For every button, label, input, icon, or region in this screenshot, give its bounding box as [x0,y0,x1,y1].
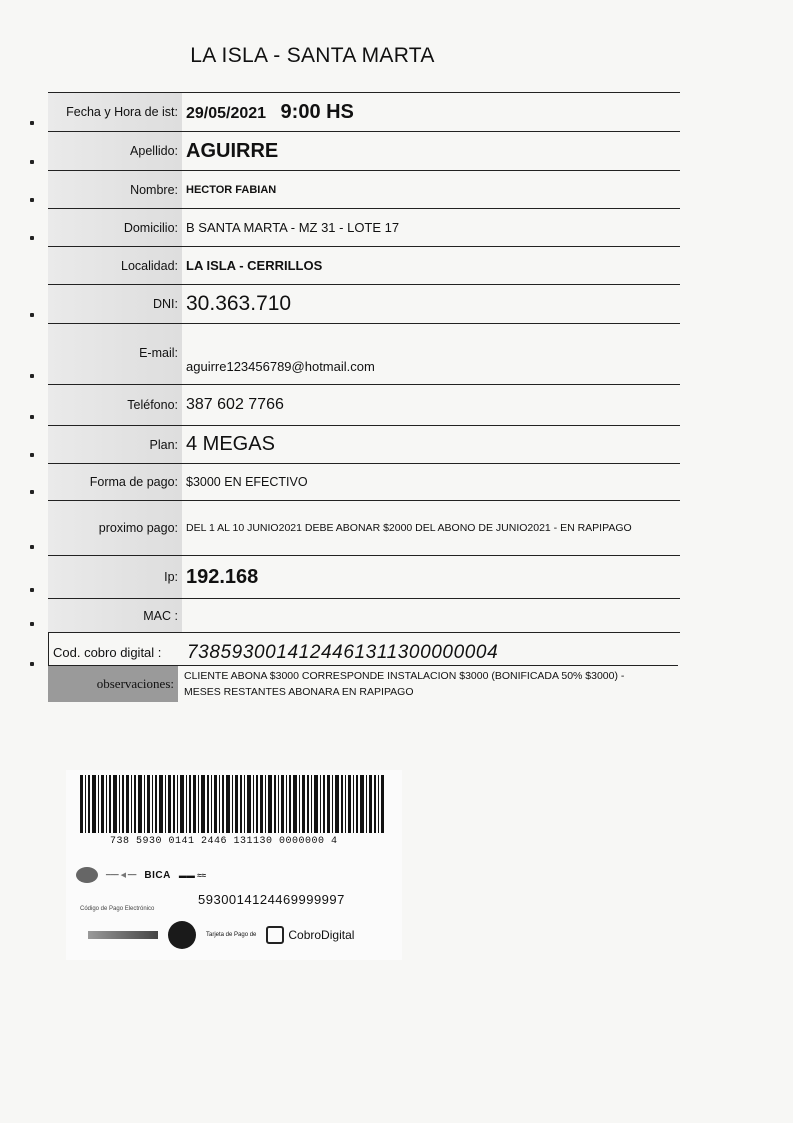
email-value: aguirre123456789@hotmail.com [186,359,375,374]
telefono-label: Teléfono: [48,385,182,425]
email-label: E-mail: [48,324,182,384]
row-apellido [48,131,680,170]
barcode-number: 738 5930 0141 2446 131130 0000000 4 [110,836,338,847]
card-logos-row [88,920,398,950]
bullet [30,313,34,317]
cobrodigital-text: CobroDigital [288,928,355,942]
mac-label: MAC : [48,599,182,632]
localidad-value: LA ISLA - CERRILLOS [186,258,323,273]
bullet [30,622,34,626]
observaciones-line-2: MESES RESTANTES ABONARA EN RAPIPAGO [184,686,414,698]
apellido-label: Apellido: [48,132,182,170]
row-telefono [48,384,680,425]
codigo-pago-value: 5930014124469999997 [198,892,345,907]
row-plan [48,425,680,463]
bullet [30,236,34,240]
brand-circle-logo [168,921,196,949]
pago-recargas-logo: ▬▬ ≈≈ [178,870,206,880]
bullet [30,662,34,666]
pagofacil-logo [76,867,98,883]
ip-label: Ip: [48,556,182,598]
forma-pago-value: $3000 EN EFECTIVO [186,475,308,489]
domicilio-label: Domicilio: [48,209,182,246]
row-fecha [48,92,680,131]
page-title: LA ISLA - SANTA MARTA [190,44,435,67]
row-mac [48,598,680,632]
telefono-value: 387 602 7766 [186,396,284,413]
bullet [30,160,34,164]
tarjeta-label: Tarjeta de Pago de [206,932,257,938]
cobro-digital-label: Cod. cobro digital : [48,633,183,672]
bullet [30,415,34,419]
plan-value: 4 MEGAS [186,433,275,455]
fecha-value [182,101,354,124]
fecha-label: Fecha y Hora de ist: [48,93,182,131]
time-value: 9:00 HS [280,100,354,123]
date-value: 29/05/2021 [186,104,267,122]
observaciones-label: observaciones: [48,666,178,702]
bullet [30,588,34,592]
row-forma-pago [48,463,680,500]
logo-strip: ━━━ ◀ ━━ [106,872,137,879]
row-dni [48,284,680,323]
bullet [30,453,34,457]
row-localidad [48,246,680,284]
nombre-value: HECTOR FABIAN [186,183,277,196]
bullet [30,490,34,494]
payment-logos-row [76,864,396,886]
client-form [30,92,680,672]
cobrodigital-icon [266,926,284,944]
proximo-pago-value: DEL 1 AL 10 JUNIO2021 DEBE ABONAR $2000 DEL ABONO DE JUNIO2021 - EN RAPIPAGO [186,522,632,534]
dni-label: DNI: [48,285,182,323]
payment-slip [66,770,402,960]
bullet [30,121,34,125]
domicilio-value: B SANTA MARTA - MZ 31 - LOTE 17 [186,220,400,235]
cobro-digital-value: 7385930014124461311300000004 [187,641,499,663]
ip-value: 192.168 [186,565,259,588]
cobrodigital-logo [266,926,354,944]
observaciones-block [48,666,688,702]
bica-logo: BICA [144,869,171,881]
row-email [48,323,680,384]
observaciones-line-1: CLIENTE ABONA $3000 CORRESPONDE INSTALACION $3000 (BONIFICADA 50% $3000) - [184,670,625,682]
apellido-value: AGUIRRE [186,139,279,162]
proximo-pago-label: proximo pago: [48,501,182,555]
plan-label: Plan: [48,426,182,463]
localidad-label: Localidad: [48,247,182,284]
nombre-label: Nombre: [48,171,182,208]
brand-strip [88,931,158,939]
bullet [30,374,34,378]
bullet [30,545,34,549]
row-nombre [48,170,680,208]
observaciones-text [178,666,664,702]
bullet [30,198,34,202]
barcode-image [80,775,386,833]
row-ip [48,555,680,598]
row-proximo-pago [48,500,680,555]
codigo-pago-label: Código de Pago Electrónico [80,906,155,912]
dni-value: 30.363.710 [186,292,292,315]
row-domicilio [48,208,680,246]
forma-pago-label: Forma de pago: [48,464,182,500]
